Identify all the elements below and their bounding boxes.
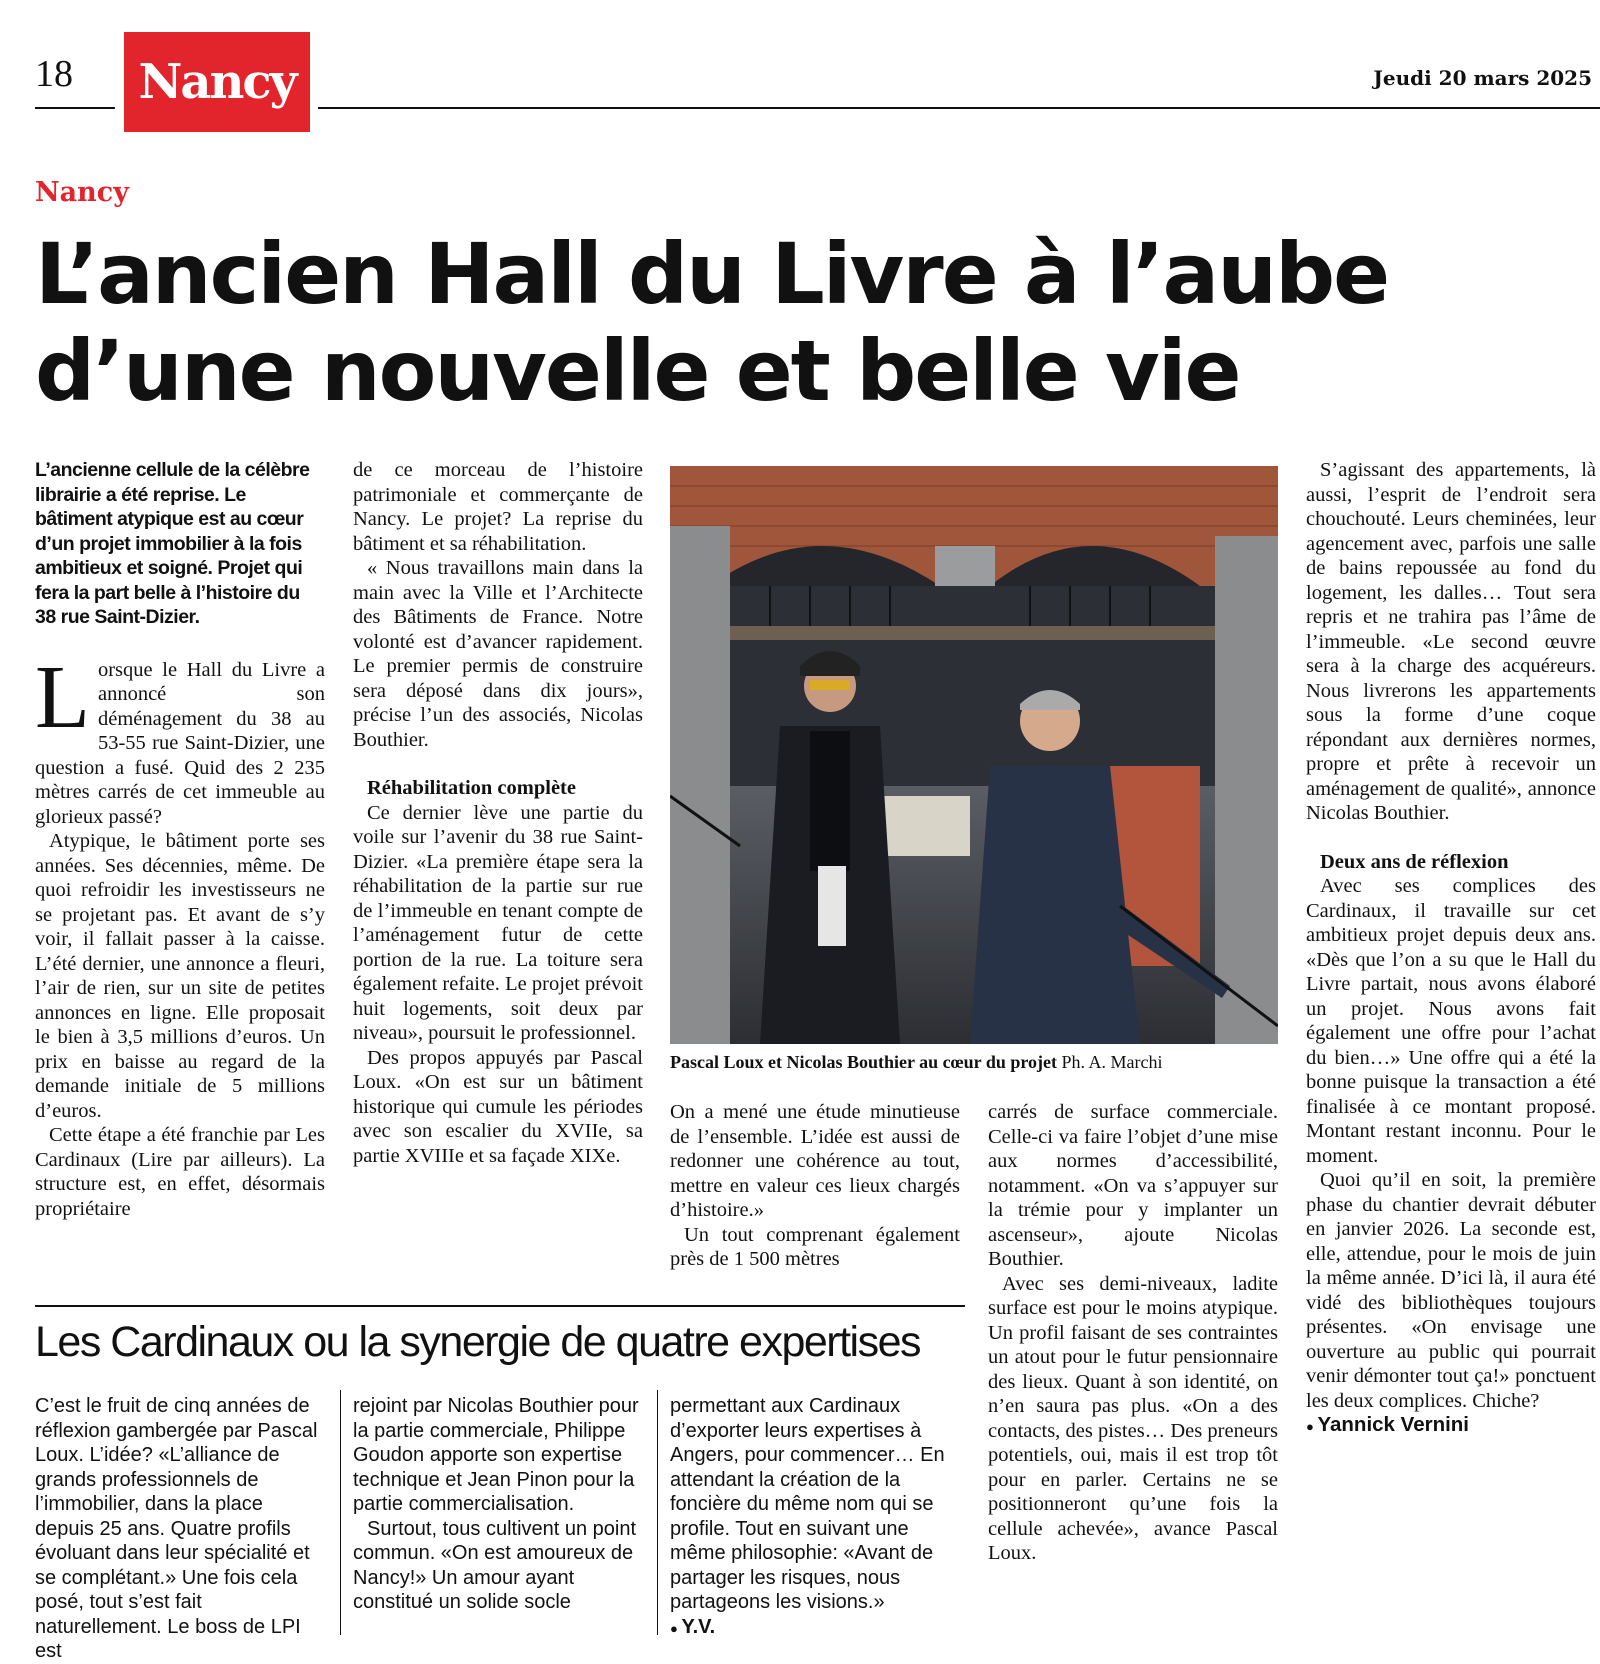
article-signature: ● Yannick Vernini [1306,1413,1596,1440]
header-rule-right [318,107,1600,109]
section-logo-text: Nancy [138,54,296,110]
article-paragraph: Quoi qu’il en soit, la première phase du chantier devrait débuter en janvier 2026. La seconde est, elle, attendue, pour le mois de juin la même année. D’ici là, il aura été vidé des bibliothèques toujours présentes. «On envisage une ouverture au public qui pourrait venir démonter tout ça!» ponctuent les deux complices. Chiche? [1306,1169,1596,1412]
article-paragraph: « Nous travaillons main dans la main avec la Ville et l’Architecte des Bâtiments de France. Notre volonté est d’avancer rapidement. Le premier permis de construire sera déposé dans dix jours», précise l’un des associés, Nicolas Bouthier. [353,557,643,751]
header-rule-left [35,107,115,109]
article-paragraph: Cette étape a été franchie par Les Cardinaux (Lire par ailleurs). La structure est, en effet, désormais propriétaire [35,1124,325,1220]
article-paragraph: Ce dernier lève une partie du voile sur l’avenir du 38 rue Saint-Dizier. «La première étape sera la réhabilitation de la partie sur rue de l’immeuble en tenant compte de l’aménagement futur de cette portion de la rue. La toiture sera également refaite. Le projet prévoit huit logements, soit deux par niveau», poursuit le professionnel. [353,801,643,1044]
sidebar-signature: ● Y.V. [670,1615,960,1642]
sidebar-column-divider [340,1390,341,1635]
article-paragraph: On a mené une étude minutieuse de l’ensemble. L’idée est aussi de redonner une cohérence au tout, mettre en valeur ces lieux chargés d’histoire.» [670,1101,960,1221]
article-kicker: Nancy [35,177,129,208]
page-number: 18 [35,53,73,95]
article-paragraph: carrés de surface commerciale. Celle-ci va faire l’objet d’une mise aux normes d’accessibilité, notamment. «On va s’appuyer sur la trémie pour y implanter un ascenseur», ajoute Nicolas Bouthier. [988,1101,1278,1270]
article-column-1 [35,458,325,1221]
paragraph-text: orsque le Hall du Livre a annoncé son déménagement du 38 au 53-55 rue Saint-Dizier, une question a fusé. Quid des 2 235 mètres carrés de cet immeuble au glorieux passé? [35,658,325,828]
sidebar-paragraph: rejoint par Nicolas Bouthier pour la partie commerciale, Philippe Goudon apporte son expertise technique et Jean Pinon pour la partie commercialisation. [353,1395,639,1515]
photo-illustration [670,466,1278,1044]
sidebar-paragraph: C’est le fruit de cinq années de réflexion gambergée par Pascal Loux. L’idée? «L’alliance de grands professionnels de l’immobilier, dans la place depuis 25 ans. Quatre profils évoluant dans leur spécialité et se complétant.» Une fois cela posé, tout s’est fait naturellement. Le boss de LPI est [35,1395,318,1662]
sidebar-column-1 [35,1394,325,1664]
sidebar-column-2 [353,1394,643,1615]
article-headline: L’ancien Hall du Livre à l’aube d’une nouvelle et belle vie [35,225,1389,420]
article-subhead: Réhabilitation complète [367,777,576,799]
article-lead: L’ancienne cellule de la célèbre librairie a été reprise. Le bâtiment atypique est au cœur d’un projet immobilier à la fois ambitieux et soigné. Projet qui fera la part belle à l’histoire du 38 rue Saint-Dizier. [35,459,310,628]
photo-caption [670,1052,1163,1073]
article-paragraph: Atypique, le bâtiment porte ses années. Ses décennies, même. De quoi refroidir les investisseurs ne se projetant pas. Et avant de s’y voir, il fallait passer à la caisse. L’été dernier, une annonce a fleuri, l’air de rien, sur un site de petites annonces en ligne. Elle proposait le bien à 3,5 millions d’euros. Un prix en baisse au regard de la demande initiale de 5 millions d’euros. [35,830,325,1122]
sidebar-column-divider [657,1390,658,1635]
article-column-5 [1306,458,1596,1440]
article-column-2 [353,458,643,1168]
sidebar-paragraph: Surtout, tous cultivent un point commun. «On est amoureux de Nancy!» Un amour ayant constitué un solide socle [353,1517,637,1613]
sidebar-top-rule [35,1305,965,1307]
article-column-4 [988,1100,1278,1566]
issue-date: Jeudi 20 mars 2025 [1373,66,1592,90]
article-paragraph: Avec ses complices des Cardinaux, il travaille sur cet ambitieux projet depuis deux ans. «Dès que l’on a su que le Hall du Livre partait, nous avons élaboré un projet. Nous avons fait également une offre pour l’achat du bien…» Une offre qui a été la bonne puisque la transaction a été finalisée à ce montant proposé. Montant restant inconnu. Pour le moment. [1306,875,1596,1167]
photo-credit: Ph. A. Marchi [1061,1052,1163,1072]
sidebar-title: Les Cardinaux ou la synergie de quatre expertises [35,1318,921,1366]
article-paragraph: Des propos appuyés par Pascal Loux. «On est sur un bâtiment historique qui cumule les périodes avec son escalier du XVIIe, sa partie XVIIIe et sa façade XIXe. [353,1046,643,1167]
article-paragraph [35,647,325,830]
article-column-3 [670,1100,960,1272]
section-logo [124,32,310,132]
article-paragraph: Avec ses demi-niveaux, ladite surface est pour le moins atypique. Un profil faisant de ses contraintes un atout pour le futur pensionnaire des lieux. Quant à son identité, on n’en saura pas plus. «On a des contacts, des pistes… Des preneurs potentiels, oui, mais il est trop tôt pour en parler. Certains ne se positionneront qu’une fois la cellule achevée», avance Pascal Loux. [988,1272,1278,1564]
article-paragraph: de ce morceau de l’histoire patrimoniale et commerçante de Nancy. Le projet? La reprise du bâtiment et sa réhabilitation. [353,459,643,555]
article-paragraph: Un tout comprenant également près de 1 500 mètres [670,1223,960,1270]
article-paragraph: S’agissant des appartements, là aussi, l’esprit de l’endroit sera chouchouté. Leurs cheminées, leur agencement avec, parfois une salle de bains repoussée au fond du logement, les dalles… Tout sera repris et ne trahira pas l’âme de l’immeuble. «Le second œuvre sera à la charge des acquéreurs. Nous livrerons les appartements sous la forme d’une coque répondant aux dernières normes, propre et prête à recevoir un aménagement de qualité», annonce Nicolas Bouthier. [1306,459,1596,824]
sidebar-paragraph: permettant aux Cardinaux d’exporter leurs expertises à Angers, pour commencer… En attendant la création de la foncière du même nom qui se profile. Tout en suivant une même philosophie: «Avant de partager les risques, nous partageons les visions.» [670,1395,945,1613]
article-photo [670,466,1278,1044]
sidebar-column-3 [670,1394,960,1641]
caption-text: Pascal Loux et Nicolas Bouthier au cœur du projet [670,1052,1058,1072]
article-subhead: Deux ans de réflexion [1320,850,1509,873]
drop-cap: L [35,647,90,747]
